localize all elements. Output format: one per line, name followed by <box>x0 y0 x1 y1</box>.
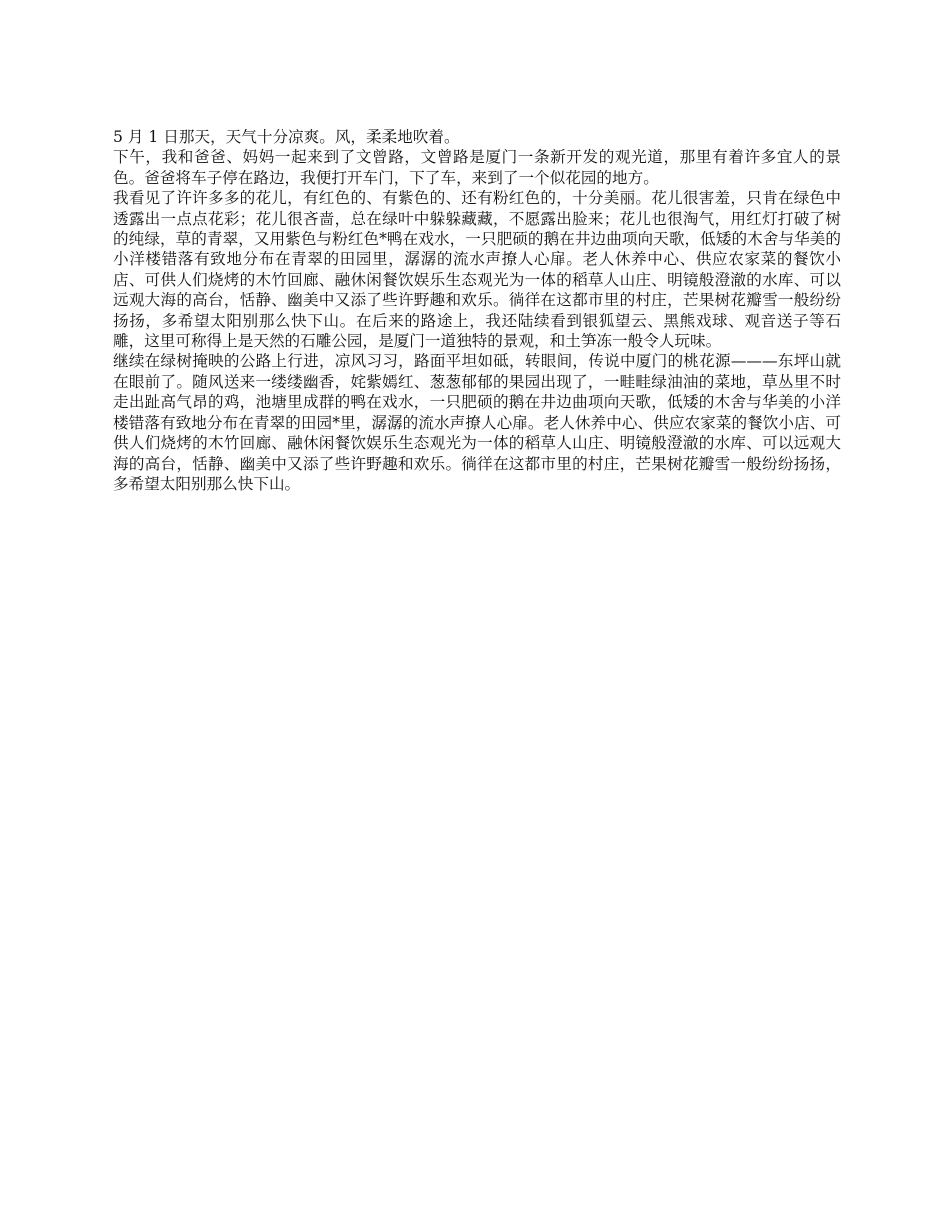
paragraph-1: 5 月 1 日那天，天气十分凉爽。风，柔柔地吹着。 <box>113 128 460 146</box>
paragraph-3: 我看见了许许多多的花儿，有红色的、有紫色的、还有粉红色的，十分美丽。花儿很害羞，只肯在绿色中透露出一点点花彩；花儿很吝啬，总在绿叶中躲躲藏藏，不愿露出脸来；花儿也很淘气，用红灯打破了树的纯绿，草的青翠，又用紫色与粉红色*鸭在戏水，一只肥硕的鹅在井边曲项向天歌，低矮的木舍与华美的小洋楼错落有致地分布在青翠的田园里，潺潺的流水声撩人心扉。老人休养中心、供应农家菜的餐饮小店、可供人们烧烤的木竹回廊、融休闲餐饮娱乐生态观光为一体的稻草人山庄、明镜般澄澈的水库、可以远观大海的高台，恬静、幽美中又添了些许野趣和欢乐。徜徉在这都市里的村庄，芒果树花瓣雪一般纷纷扬扬，多希望太阳别那么快下山。在后来的路途上，我还陆续看到银狐望云、黑熊戏球、观音送子等石雕，这里可称得上是天然的石雕公园，是厦门一道独特的景观，和土笋冻一般令人玩味。 <box>113 189 841 351</box>
document-body <box>113 127 841 494</box>
paragraph-4: 继续在绿树掩映的公路上行进，凉风习习，路面平坦如砥，转眼间，传说中厦门的桃花源———东坪山就在眼前了。随风送来一缕缕幽香，姹紫嫣红、葱葱郁郁的果园出现了，一畦畦绿油油的菜地，草丛里不时走出趾高气昂的鸡，池塘里成群的鸭在戏水，一只肥硕的鹅在井边曲项向天歌，低矮的木舍与华美的小洋楼错落有致地分布在青翠的田园*里，潺潺的流水声撩人心扉。老人休养中心、供应农家菜的餐饮小店、可供人们烧烤的木竹回廊、融休闲餐饮娱乐生态观光为一体的稻草人山庄、明镜般澄澈的水库、可以远观大海的高台，恬静、幽美中又添了些许野趣和欢乐。徜徉在这都市里的村庄，芒果树花瓣雪一般纷纷扬扬，多希望太阳别那么快下山。 <box>113 352 841 493</box>
paragraph-2: 下午，我和爸爸、妈妈一起来到了文曾路，文曾路是厦门一条新开发的观光道，那里有着许多宜人的景色。爸爸将车子停在路边，我便打开车门，下了车，来到了一个似花园的地方。 <box>113 148 841 187</box>
